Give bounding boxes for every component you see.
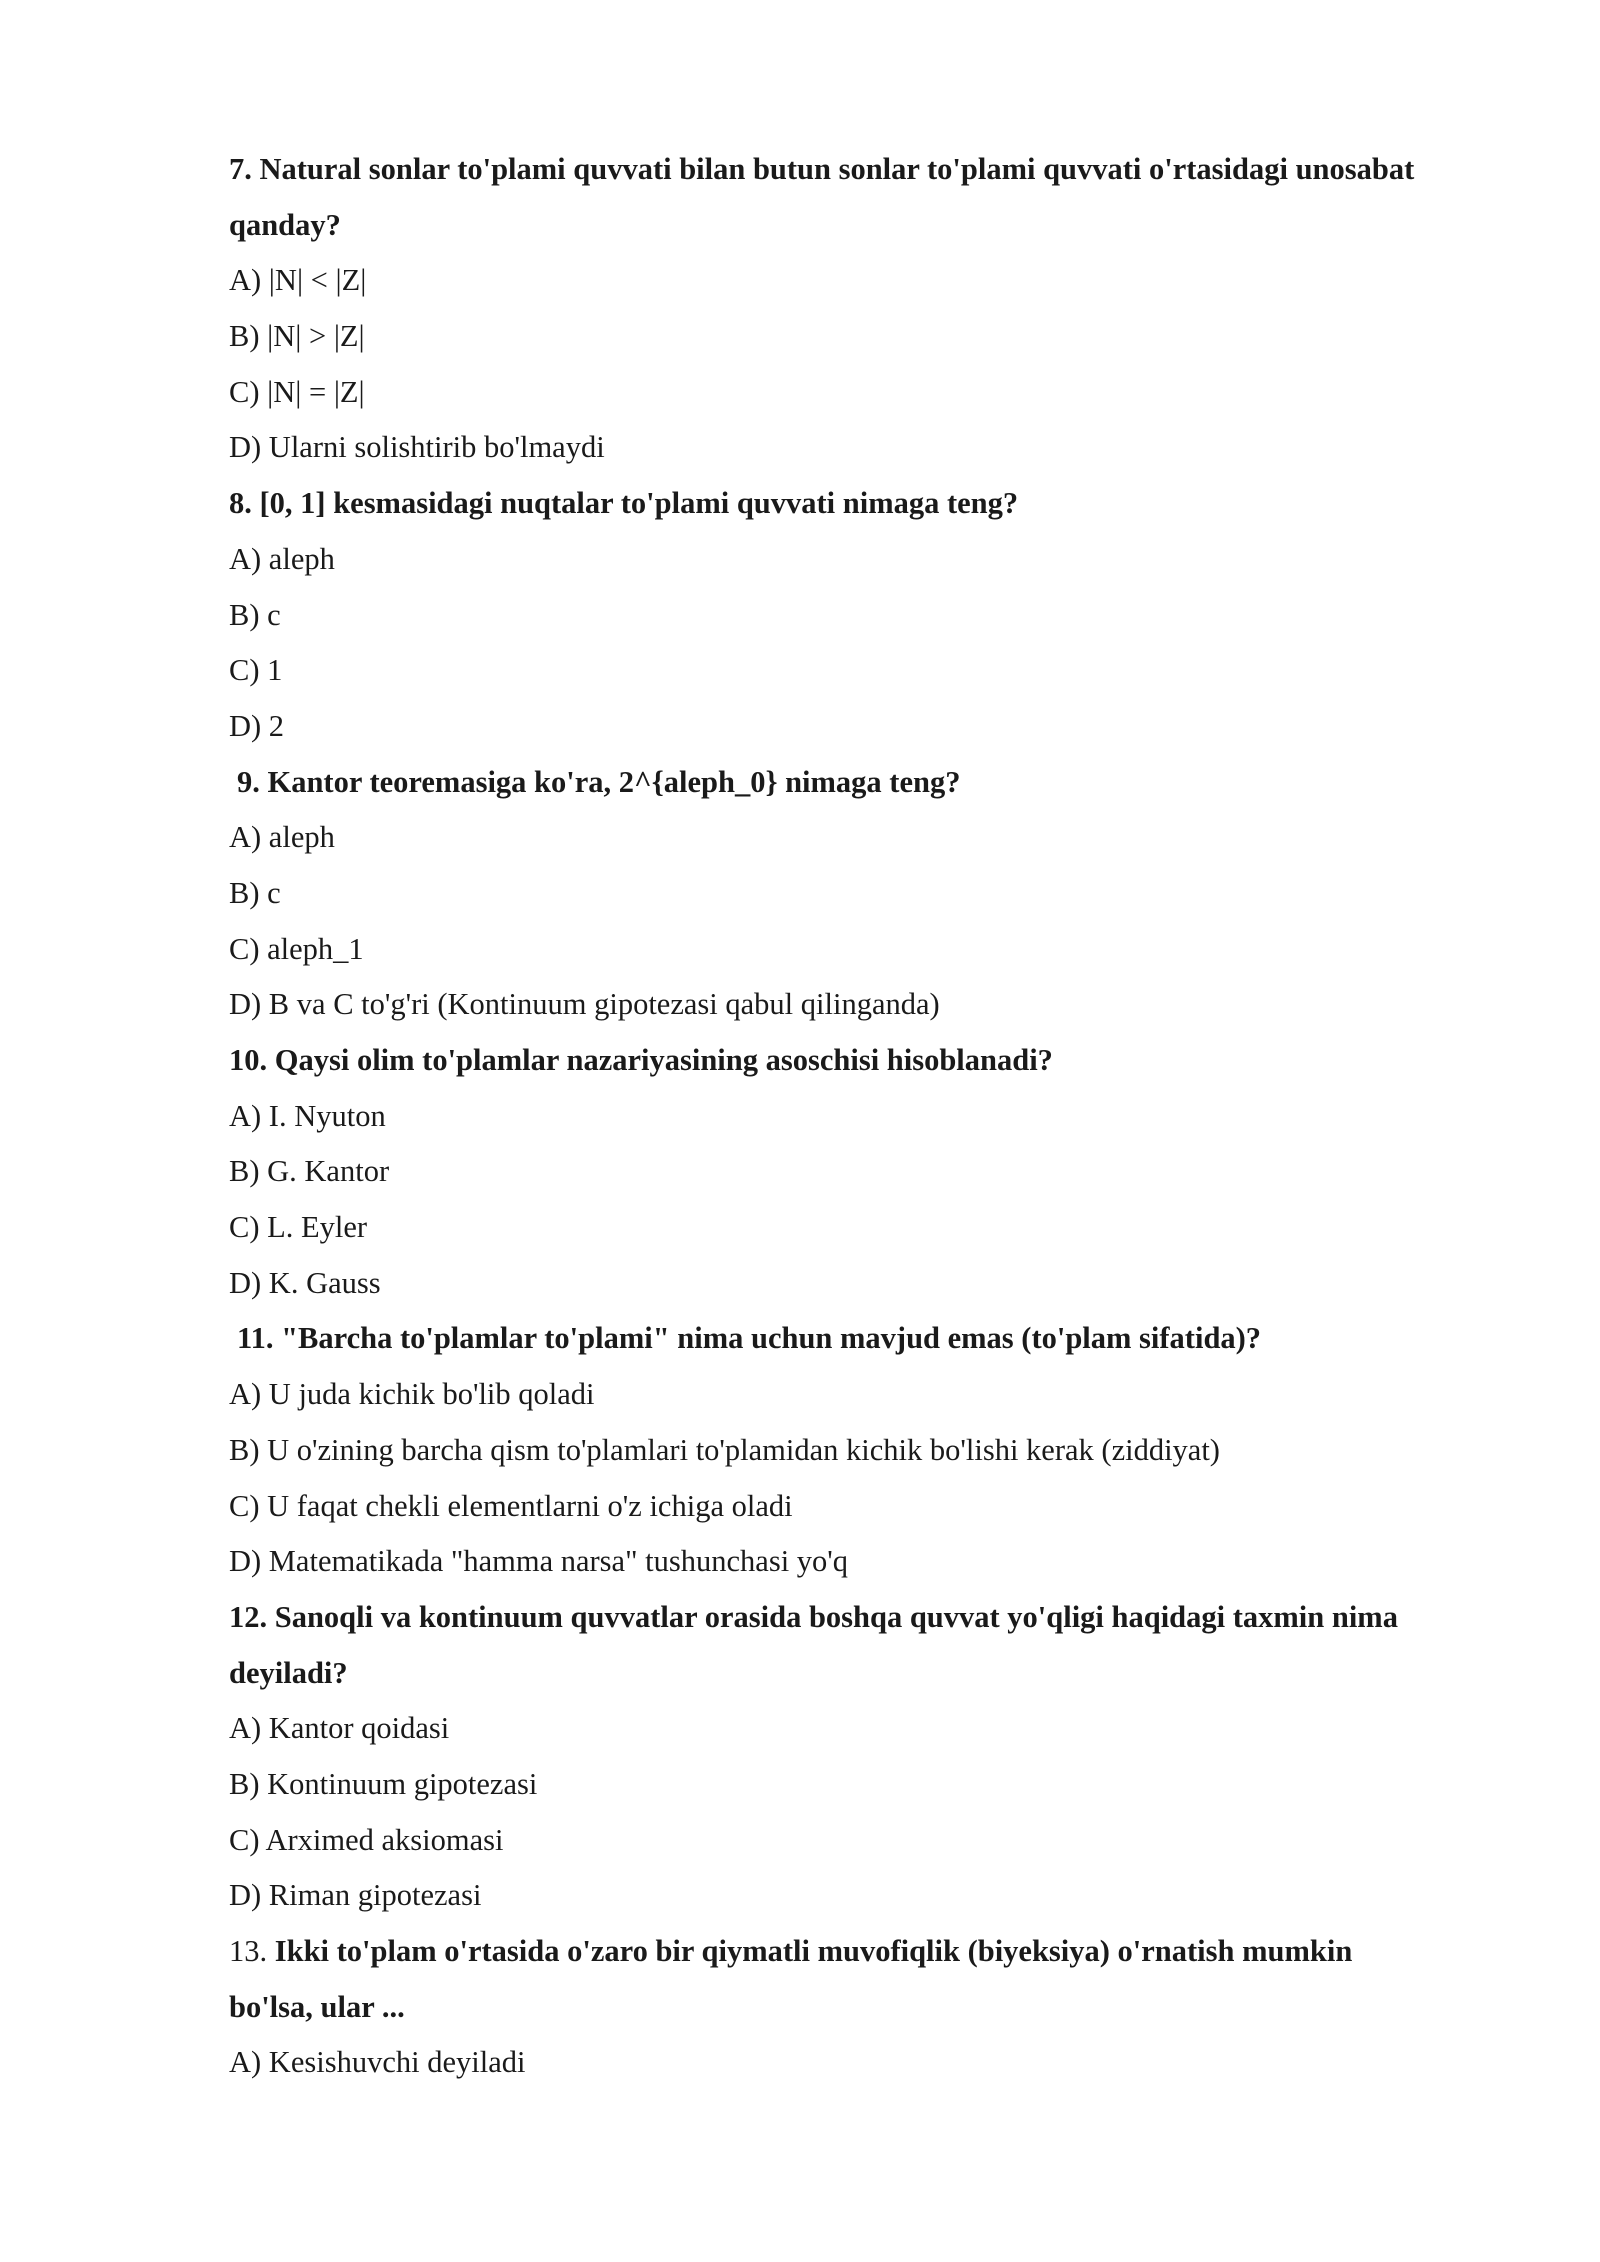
question-11-option-c: C) U faqat chekli elementlarni o'z ichiga oladi	[229, 1488, 793, 1523]
question-9-option-a: A) aleph	[229, 820, 335, 855]
question-13-text-line-1	[229, 1924, 1529, 1980]
question-list	[229, 142, 1529, 2091]
question-13-option-a: A) Kesishuvchi deyiladi	[229, 2045, 526, 2080]
question-11-text-line-1: 11. "Barcha to'plamlar to'plami" nima uchun mavjud emas (to'plam sifatida)?	[237, 1321, 1262, 1356]
question-9-option-c: C) aleph_1	[229, 931, 364, 966]
question-7-option-d: D) Ularni solishtirib bo'lmaydi	[229, 430, 605, 465]
question-12-option-d: D) Riman gipotezasi	[229, 1878, 482, 1913]
question-10-option-c: C) L. Eyler	[229, 1210, 368, 1245]
question-8-option-c: C) 1	[229, 653, 283, 688]
question-7-text-line-1: 7. Natural sonlar to'plami quvvati bilan butun sonlar to'plami quvvati o'rtasidagi unosabat	[229, 152, 1415, 186]
question-13-text: Ikki to'plam o'rtasida o'zaro bir qiymatli muvofiqlik (biyeksiya) o'rnatish mumkin	[274, 1934, 1353, 1968]
question-8-option-d: D) 2	[229, 708, 285, 743]
question-9-option-b: B) c	[229, 875, 281, 910]
question-11-option-a: A) U juda kichik bo'lib qoladi	[229, 1377, 595, 1412]
question-12-option-a: A) Kantor qoidasi	[229, 1711, 450, 1746]
question-10-option-d: D) K. Gauss	[229, 1265, 381, 1300]
question-13-number: 13.	[229, 1934, 275, 1968]
question-11-option-d: D) Matematikada "hamma narsa" tushunchasi yo'q	[229, 1544, 849, 1579]
question-10-option-b: B) G. Kantor	[229, 1154, 390, 1189]
question-7-text-line-2: qanday?	[229, 207, 341, 242]
question-13-text-line-2: bo'lsa, ular ...	[229, 1989, 405, 2024]
question-12-text-line-2: deyiladi?	[229, 1655, 348, 1690]
question-7-option-b: B) |N| > |Z|	[229, 319, 365, 354]
question-10-option-a: A) I. Nyuton	[229, 1098, 386, 1133]
question-8-option-a: A) aleph	[229, 541, 335, 576]
question-7-option-a: A) |N| < |Z|	[229, 263, 367, 298]
question-9-text-line-1: 9. Kantor teoremasiga ko'ra, 2^{aleph_0} nimaga teng?	[237, 764, 961, 799]
question-11-option-b: B) U o'zining barcha qism to'plamlari to'plamidan kichik bo'lishi kerak (ziddiyat)	[229, 1432, 1220, 1467]
question-8-text-line-1: 8. [0, 1] kesmasidagi nuqtalar to'plami quvvati nimaga teng?	[229, 486, 1019, 521]
question-10-text-line-1: 10. Qaysi olim to'plamlar nazariyasining asoschisi hisoblanadi?	[229, 1043, 1053, 1077]
question-9-option-d: D) B va C to'g'ri (Kontinuum gipotezasi qabul qilinganda)	[229, 987, 940, 1022]
question-7-option-c: C) |N| = |Z|	[229, 374, 365, 409]
question-8-option-b: B) c	[229, 597, 281, 632]
question-12-option-b: B) Kontinuum gipotezasi	[229, 1766, 538, 1801]
question-12-text-line-1: 12. Sanoqli va kontinuum quvvatlar orasida boshqa quvvat yo'qligi haqidagi taxmin nima	[229, 1599, 1398, 1634]
question-12-option-c: C) Arximed aksiomasi	[229, 1822, 504, 1857]
